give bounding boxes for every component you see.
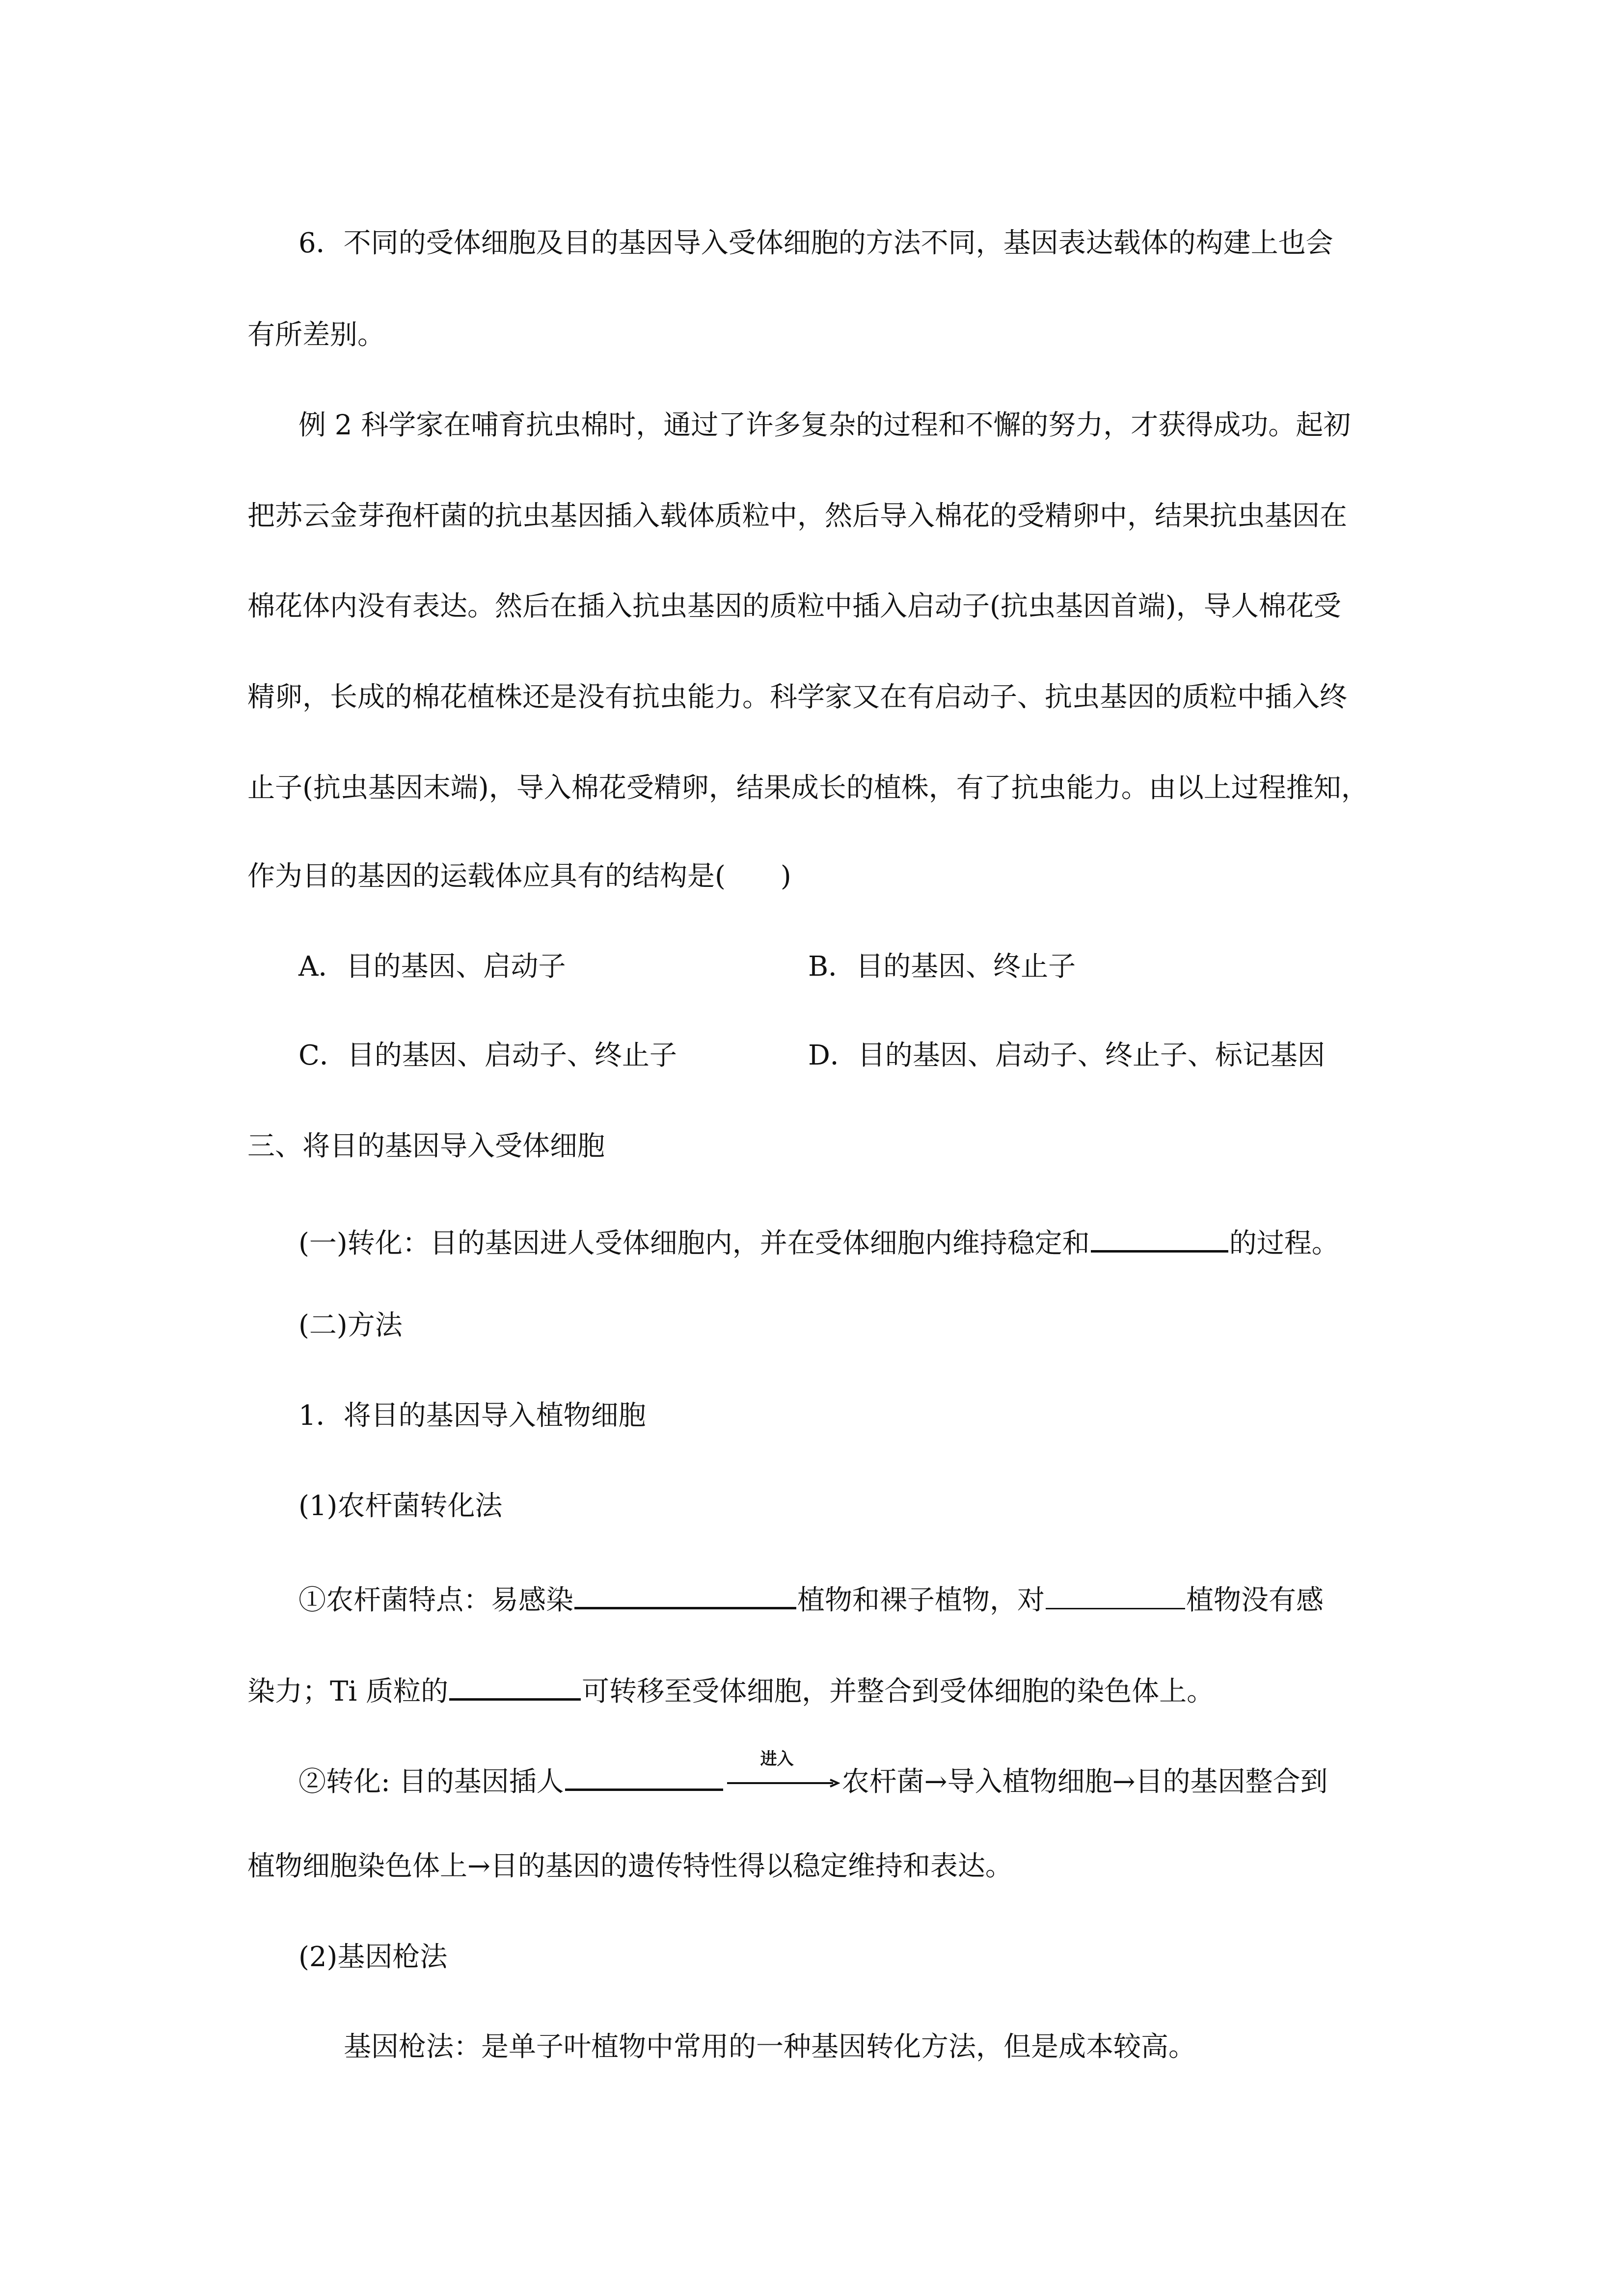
agrobacterium-features-line-2: [247, 1673, 1214, 1706]
section-3-heading: 三、将目的基因导入受体细胞: [247, 1130, 605, 1162]
fill-blank-4: [449, 1673, 581, 1701]
fill-blank-2: [574, 1581, 796, 1609]
option-c: C．目的基因、启动子、终止子: [298, 1040, 677, 1071]
gene-gun-text: 基因枪法：是单子叶植物中常用的一种基因转化方法，但是成本较高。: [344, 2031, 1196, 2063]
features-text-a: ①农杆菌特点：易感染: [298, 1584, 573, 1616]
options-row-1: [298, 953, 1477, 983]
conversion-text-b: 农杆菌→导入植物细胞→目的基因整合到: [841, 1766, 1328, 1798]
option-b: B．目的基因、终止子: [808, 951, 1076, 983]
agrobacterium-features-line-1: [298, 1581, 1324, 1614]
plant-cell-heading: 1．将目的基因导入植物细胞: [298, 1400, 646, 1432]
conversion-line-1: [298, 1749, 1328, 1798]
enter-arrow: [726, 1749, 840, 1791]
conversion-line-2: 植物细胞染色体上→目的基因的遗传特性得以稳定维持和表达。: [247, 1850, 1013, 1882]
example-2-line-5: 止子(抗虫基因末端)，导入棉花受精卵，结果成长的植株，有了抗虫能力。由以上过程推知，: [247, 772, 1369, 804]
fill-blank-3: [1046, 1582, 1185, 1609]
agrobacterium-heading: (1)农杆菌转化法: [298, 1490, 503, 1522]
transformation-text-b: 的过程。: [1229, 1228, 1339, 1259]
gene-gun-heading: (2)基因枪法: [298, 1941, 448, 1973]
features2-text-a: 染力；Ti 质粒的: [247, 1676, 449, 1708]
example-2-line-2: 把苏云金芽孢杆菌的抗虫基因插入载体质粒中，然后导入棉花的受精卵中，结果抗虫基因在: [247, 500, 1347, 532]
option-a: A．目的基因、启动子: [298, 951, 566, 983]
options-row-2: [298, 1042, 1477, 1071]
example-2-line-4: 精卵，长成的棉花植株还是没有抗虫能力。科学家又在有启动子、抗虫基因的质粒中插入终: [247, 681, 1347, 713]
option-d: D．目的基因、启动子、终止子、标记基因: [808, 1040, 1325, 1071]
features2-text-b: 可转移至受体细胞，并整合到受体细胞的染色体上。: [582, 1676, 1215, 1708]
features-text-c: 植物没有感: [1186, 1584, 1324, 1616]
example-2-line-1: 例 2 科学家在哺育抗虫棉时，通过了许多复杂的过程和不懈的努力，才获得成功。起初: [298, 409, 1351, 441]
fill-blank-5: [565, 1763, 723, 1791]
example-2-line-6: 作为目的基因的运载体应具有的结构是( ): [247, 860, 791, 892]
line-2: 有所差别。: [247, 319, 385, 351]
features-text-b: 植物和裸子植物，对: [797, 1584, 1045, 1616]
fill-blank-1: [1091, 1225, 1228, 1253]
transformation-definition: [298, 1225, 1339, 1257]
arrow-label: 进入: [760, 1749, 794, 1769]
right-arrow-icon: [726, 1778, 840, 1788]
methods-heading: (二)方法: [298, 1309, 403, 1341]
conversion-text-a: ②转化: 目的基因插人: [298, 1766, 564, 1798]
line-1: 6．不同的受体细胞及目的基因导入受体细胞的方法不同，基因表达载体的构建上也会: [298, 227, 1333, 259]
example-2-line-3: 棉花体内没有表达。然后在插入抗虫基因的质粒中插入启动子(抗虫基因首端)，导人棉花受: [247, 590, 1341, 622]
transformation-text-a: (一)转化：目的基因进人受体细胞内，并在受体细胞内维持稳定和: [298, 1228, 1090, 1259]
